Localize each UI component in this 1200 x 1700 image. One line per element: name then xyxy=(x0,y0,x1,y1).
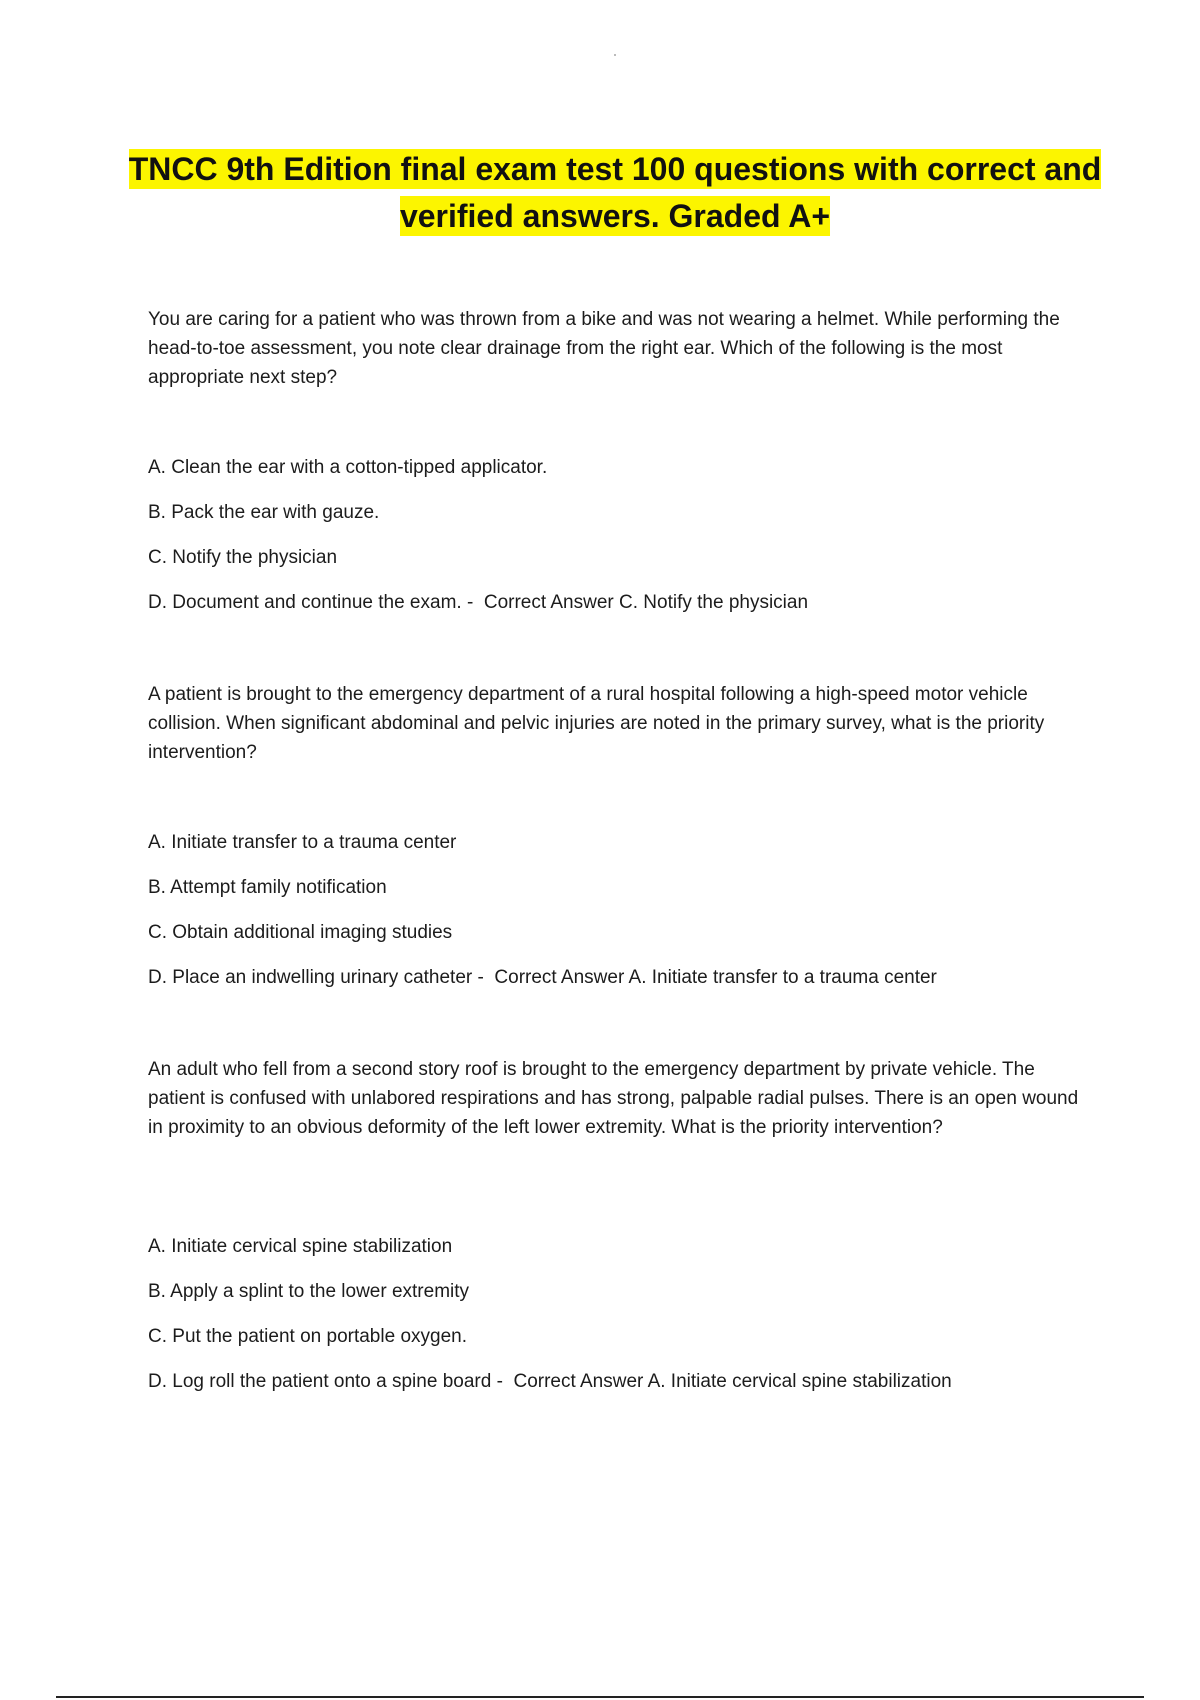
question-3-option-b: B. Apply a splint to the lower extremity xyxy=(148,1281,470,1302)
question-3-option-d: D. Log roll the patient onto a spine board xyxy=(148,1371,492,1392)
question-3-stem: An adult who fell from a second story roof is brought to the emergency department by private vehicle. The patient is confused with unlabored respirations and has strong, palpable radial pulses. There is an open wound in proximity to an obvious deformity of the left lower extremity. What is the priority intervention? xyxy=(148,1059,1079,1138)
question-1-correct-answer: C. Notify the physician xyxy=(619,592,809,613)
document-title-text: TNCC 9th Edition final exam test 100 questions with correct and verified answers. Graded A+ xyxy=(128,151,1102,234)
question-3-option-a: A. Initiate cervical spine stabilization xyxy=(148,1236,453,1257)
question-2-option-a: A. Initiate transfer to a trauma center xyxy=(148,832,457,853)
question-3-option-c: C. Put the patient on portable oxygen. xyxy=(148,1326,467,1347)
question-1-option-a: A. Clean the ear with a cotton-tipped applicator. xyxy=(148,457,548,478)
question-1-option-d-line xyxy=(148,590,1108,616)
question-1-stem: You are caring for a patient who was thrown from a bike and was not wearing a helmet. While performing the head-to-toe assessment, you note clear drainage from the right ear. Which of the following is the most appropriate next step? xyxy=(148,309,1060,388)
question-1-option-c: C. Notify the physician xyxy=(148,547,338,568)
answer-separator: - xyxy=(472,967,495,988)
document-title xyxy=(120,146,1110,240)
question-3-correct-answer-label: Correct Answer xyxy=(513,1371,644,1392)
question-1-option-d: D. Document and continue the exam. xyxy=(148,592,462,613)
answer-separator: - xyxy=(491,1371,514,1392)
page-mark xyxy=(614,54,616,56)
question-1-correct-answer-label: Correct Answer xyxy=(483,592,614,613)
question-2-option-b: B. Attempt family notification xyxy=(148,877,387,898)
question-2-option-d: D. Place an indwelling urinary catheter xyxy=(148,967,473,988)
question-2-correct-answer-label: Correct Answer xyxy=(494,967,625,988)
question-2-option-d-line xyxy=(148,965,1108,991)
question-2-correct-answer: A. Initiate transfer to a trauma center xyxy=(628,967,937,988)
question-3-option-d-line xyxy=(148,1369,1108,1395)
question-3-correct-answer: A. Initiate cervical spine stabilization xyxy=(647,1371,952,1392)
question-2-option-c: C. Obtain additional imaging studies xyxy=(148,922,453,943)
answer-separator: - xyxy=(461,592,484,613)
page-bottom-rule xyxy=(56,1696,1144,1698)
question-2-stem: A patient is brought to the emergency department of a rural hospital following a high-speed motor vehicle collision. When significant abdominal and pelvic injuries are noted in the primary survey, what is the priority intervention? xyxy=(148,684,1045,763)
question-1-option-b: B. Pack the ear with gauze. xyxy=(148,502,380,523)
